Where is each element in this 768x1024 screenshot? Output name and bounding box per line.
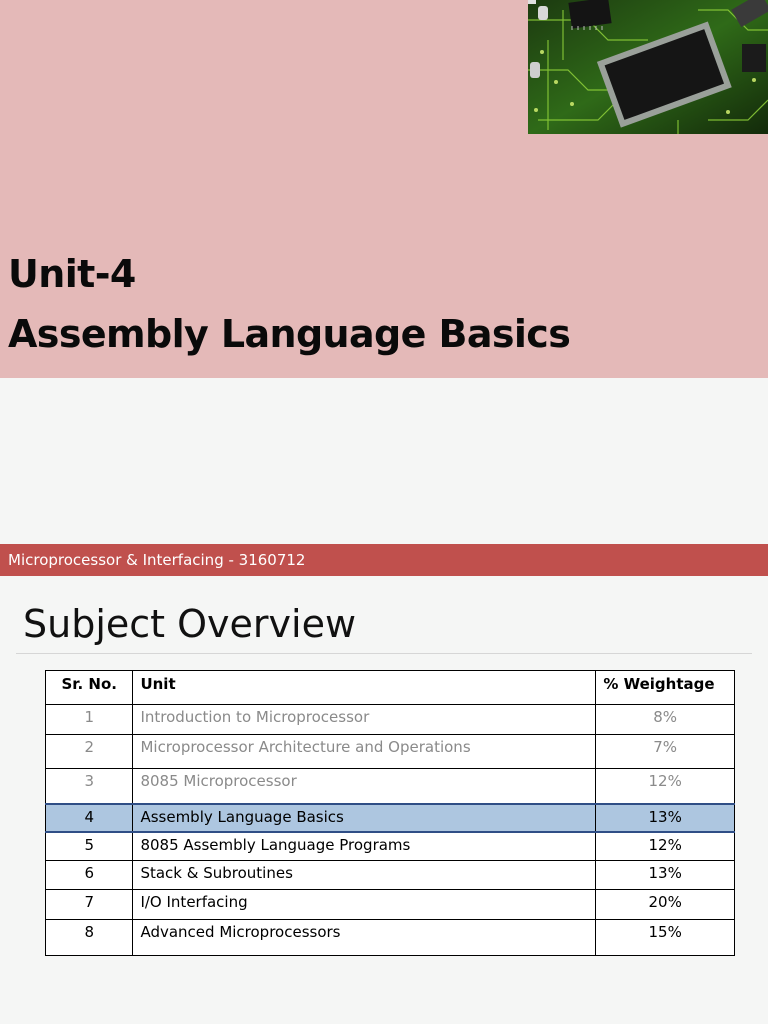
table-row (46, 832, 735, 861)
course-banner: Microprocessor & Interfacing - 3160712 (0, 544, 768, 576)
title-line-unit: Unit-4 (8, 252, 136, 296)
table-row (46, 920, 735, 956)
row-weight: 12% (596, 769, 735, 804)
row-sr: 5 (46, 832, 133, 861)
row-weight: 12% (596, 832, 735, 861)
row-sr: 7 (46, 890, 133, 920)
heading-divider (16, 653, 752, 654)
row-weight: 7% (596, 735, 735, 769)
row-sr: 3 (46, 769, 133, 804)
table-row (46, 890, 735, 920)
table-header-row (46, 671, 735, 705)
row-sr: 4 (46, 804, 133, 832)
row-unit: Microprocessor Architecture and Operations (133, 735, 596, 769)
row-unit: I/O Interfacing (133, 890, 596, 920)
weightage-table (45, 670, 735, 956)
row-unit: Assembly Language Basics (133, 804, 596, 832)
header-weightage: % Weightage (596, 671, 735, 705)
table-row (46, 769, 735, 804)
title-line-topic: Assembly Language Basics (8, 312, 571, 356)
row-sr: 6 (46, 861, 133, 890)
row-weight: 20% (596, 890, 735, 920)
slide-title (8, 244, 570, 364)
table-row (46, 861, 735, 890)
row-weight: 13% (596, 804, 735, 832)
title-slide (0, 0, 768, 378)
row-unit: 8085 Assembly Language Programs (133, 832, 596, 861)
row-sr: 2 (46, 735, 133, 769)
header-unit: Unit (133, 671, 596, 705)
row-unit: Stack & Subroutines (133, 861, 596, 890)
row-unit: 8085 Microprocessor (133, 769, 596, 804)
table-row (46, 735, 735, 769)
row-sr: 1 (46, 705, 133, 735)
row-unit: Introduction to Microprocessor (133, 705, 596, 735)
row-weight: 13% (596, 861, 735, 890)
table-row-highlighted (46, 804, 735, 832)
section-heading: Subject Overview (23, 602, 357, 646)
row-weight: 15% (596, 920, 735, 956)
header-sr-no: Sr. No. (46, 671, 133, 705)
row-sr: 8 (46, 920, 133, 956)
table-row (46, 705, 735, 735)
row-unit: Advanced Microprocessors (133, 920, 596, 956)
circuit-board-image (528, 0, 768, 134)
row-weight: 8% (596, 705, 735, 735)
